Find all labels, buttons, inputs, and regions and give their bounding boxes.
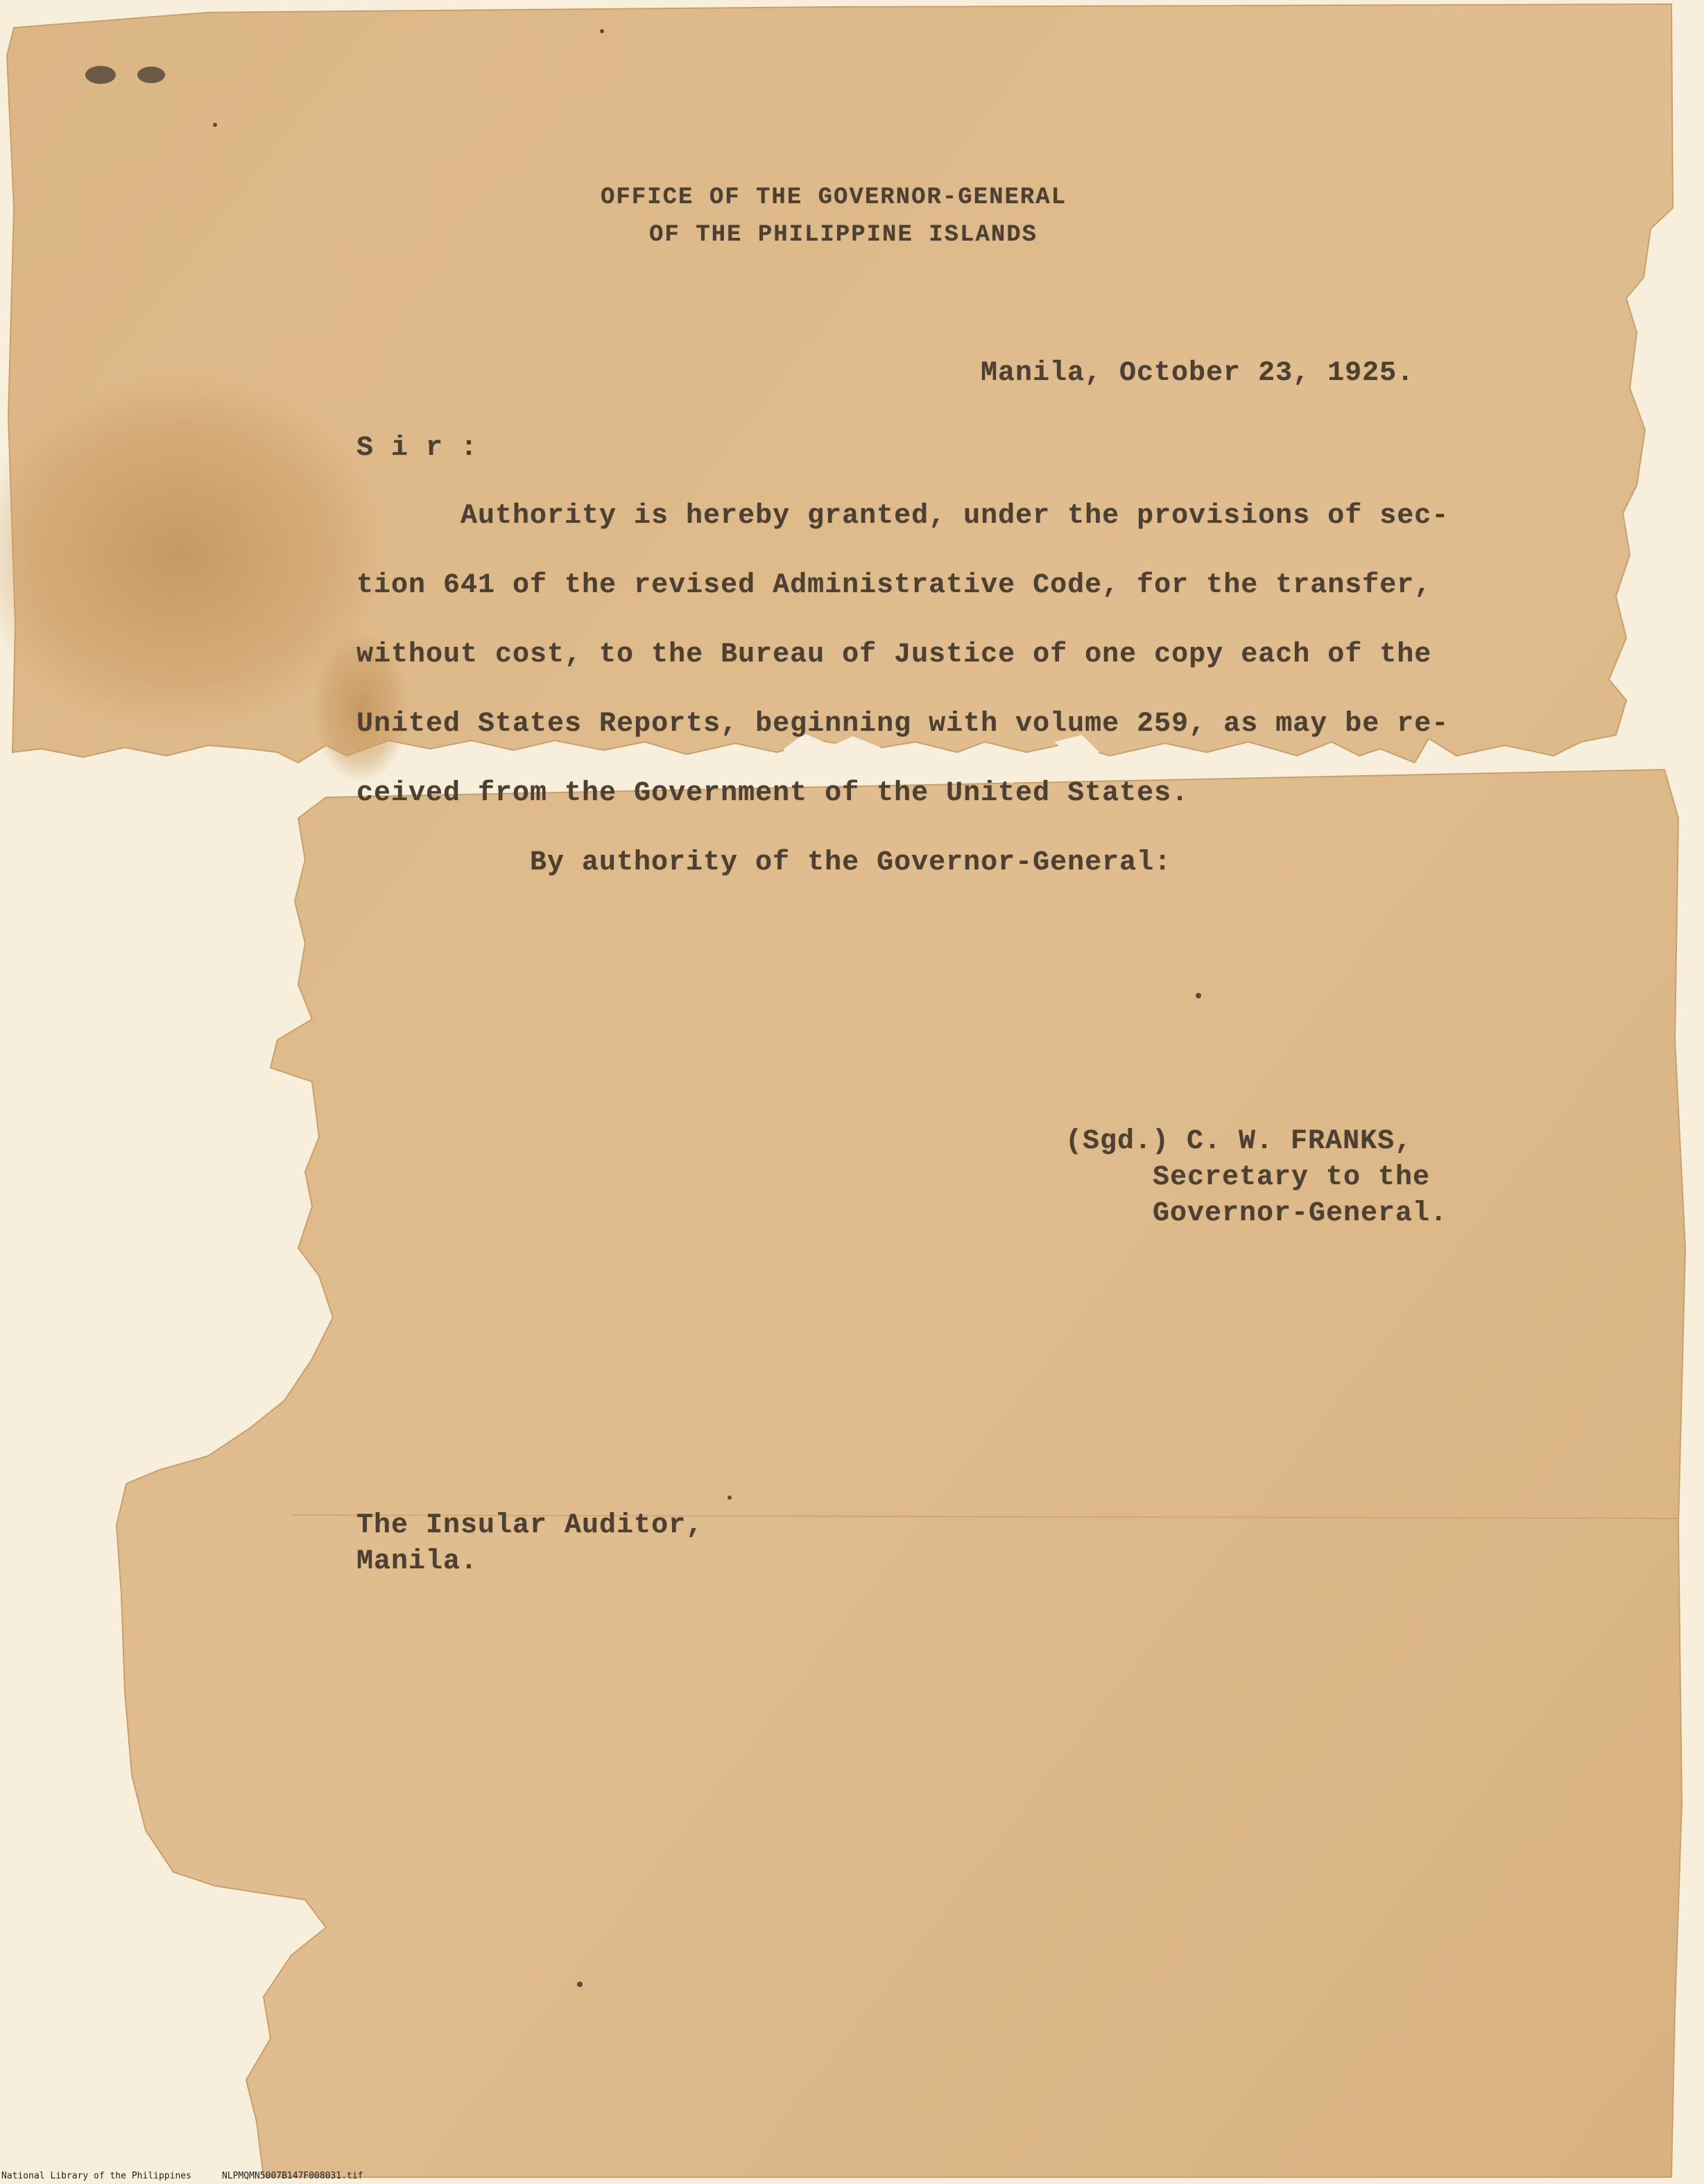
- body-line: without cost, to the Bureau of Justice of one copy each of the: [356, 639, 1432, 670]
- letterhead-line-1: OFFICE OF THE GOVERNOR-GENERAL: [601, 184, 1067, 211]
- speck: [728, 1496, 732, 1500]
- body-line: Authority is hereby granted, under the provisions of sec-: [461, 501, 1449, 532]
- date-line: Manila, October 23, 1925.: [981, 358, 1415, 389]
- salutation: S i r :: [356, 433, 479, 464]
- authority-line: By authority of the Governor-General:: [530, 847, 1172, 878]
- addressee-line-1: The Insular Auditor,: [356, 1510, 704, 1541]
- addressee-line-2: Manila.: [356, 1546, 479, 1577]
- body-line: United States Reports, beginning with volume 259, as may be re-: [356, 709, 1449, 740]
- signature-line-1: (Sgd.) C. W. FRANKS,: [1065, 1126, 1413, 1157]
- signature-line-2: Secretary to the: [1153, 1162, 1431, 1193]
- footer-file-id: NLPMQMN5007B147F008031.tif: [222, 2171, 363, 2181]
- speck: [577, 1982, 583, 1987]
- paper-body: [7, 4, 1685, 2177]
- footer-source-label: National Library of the Philippines: [1, 2171, 191, 2181]
- punch-hole: [137, 67, 165, 83]
- speck: [213, 123, 217, 127]
- body-line: ceived from the Government of the United States.: [356, 778, 1189, 809]
- punch-hole: [85, 66, 116, 84]
- speck: [600, 29, 604, 33]
- letterhead-line-2: OF THE PHILIPPINE ISLANDS: [649, 222, 1038, 248]
- signature-line-3: Governor-General.: [1153, 1198, 1448, 1229]
- body-line: tion 641 of the revised Administrative Code, for the transfer,: [356, 570, 1432, 601]
- speck: [1196, 993, 1201, 998]
